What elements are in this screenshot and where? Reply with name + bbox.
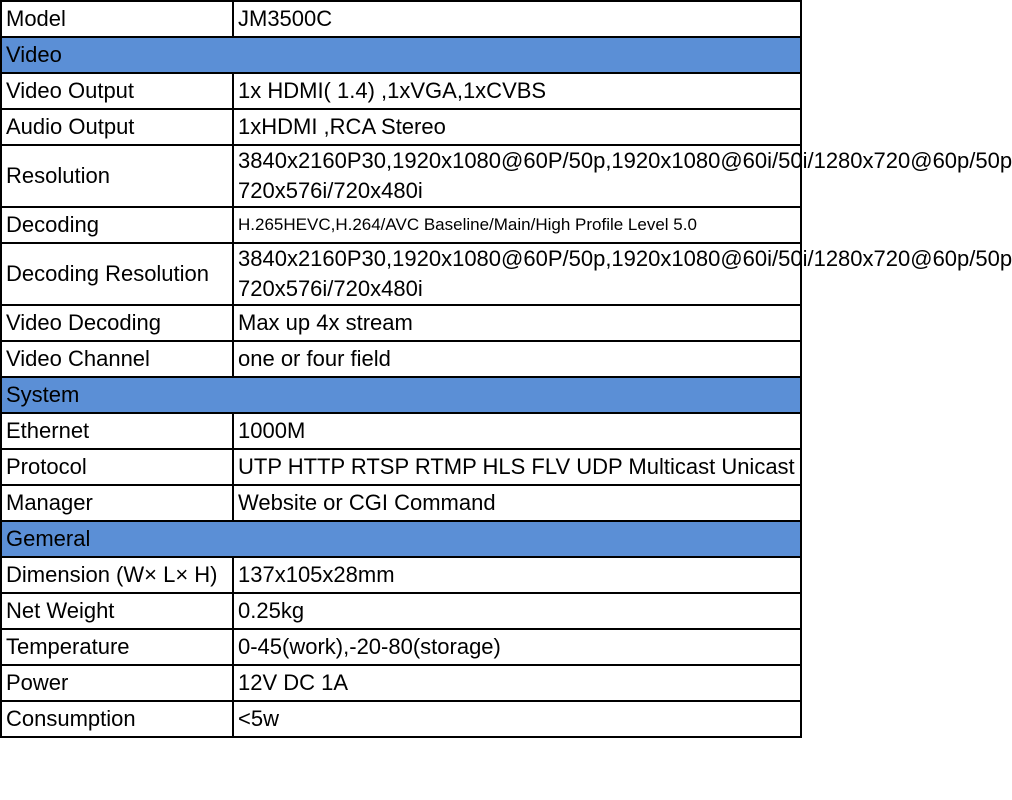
table-row xyxy=(1,449,801,485)
table-row xyxy=(1,413,801,449)
table-row xyxy=(1,73,801,109)
row-label: Manager xyxy=(1,485,233,521)
row-label: Video Channel xyxy=(1,341,233,377)
row-label: Net Weight xyxy=(1,593,233,629)
row-value: one or four field xyxy=(233,341,801,377)
row-label: Video Output xyxy=(1,73,233,109)
table-row xyxy=(1,109,801,145)
row-model xyxy=(1,1,801,37)
row-label: Consumption xyxy=(1,701,233,737)
table-row xyxy=(1,145,801,207)
section-title: System xyxy=(1,377,801,413)
row-label: Power xyxy=(1,665,233,701)
row-value: Website or CGI Command xyxy=(233,485,801,521)
section-title: Video xyxy=(1,37,801,73)
row-value: 0-45(work),-20-80(storage) xyxy=(233,629,801,665)
table-row xyxy=(1,485,801,521)
row-label: Ethernet xyxy=(1,413,233,449)
row-label: Protocol xyxy=(1,449,233,485)
row-value: 1xHDMI ,RCA Stereo xyxy=(233,109,801,145)
row-value: 1x HDMI( 1.4) ,1xVGA,1xCVBS xyxy=(233,73,801,109)
section-header-video xyxy=(1,37,801,73)
table-row xyxy=(1,629,801,665)
row-value: 137x105x28mm xyxy=(233,557,801,593)
row-value: UTP HTTP RTSP RTMP HLS FLV UDP Multicast Unicast xyxy=(233,449,801,485)
row-label: Video Decoding xyxy=(1,305,233,341)
row-label: Resolution xyxy=(1,145,233,207)
row-value: 12V DC 1A xyxy=(233,665,801,701)
row-value: 1000M xyxy=(233,413,801,449)
row-value: <5w xyxy=(233,701,801,737)
row-value: 3840x2160P30,1920x1080@60P/50p,1920x1080@60i/50i/1280x720@60p/50p 720x576i/720x480i xyxy=(233,243,801,305)
row-value: 3840x2160P30,1920x1080@60P/50p,1920x1080@60i/50i/1280x720@60p/50p 720x576i/720x480i xyxy=(233,145,801,207)
row-label: Temperature xyxy=(1,629,233,665)
row-label: Decoding xyxy=(1,207,233,243)
table-row xyxy=(1,557,801,593)
table-row xyxy=(1,305,801,341)
section-header-system xyxy=(1,377,801,413)
section-header-general xyxy=(1,521,801,557)
row-label: Decoding Resolution xyxy=(1,243,233,305)
row-value: JM3500C xyxy=(233,1,801,37)
row-label: Dimension (W× L× H) xyxy=(1,557,233,593)
table-row xyxy=(1,243,801,305)
row-label: Audio Output xyxy=(1,109,233,145)
row-label: Model xyxy=(1,1,233,37)
table-row xyxy=(1,701,801,737)
row-value: Max up 4x stream xyxy=(233,305,801,341)
table-row xyxy=(1,207,801,243)
table-row xyxy=(1,341,801,377)
table-row xyxy=(1,593,801,629)
row-value: H.265HEVC,H.264/AVC Baseline/Main/High Profile Level 5.0 xyxy=(233,207,801,243)
row-value: 0.25kg xyxy=(233,593,801,629)
section-title: Gemeral xyxy=(1,521,801,557)
table-row xyxy=(1,665,801,701)
